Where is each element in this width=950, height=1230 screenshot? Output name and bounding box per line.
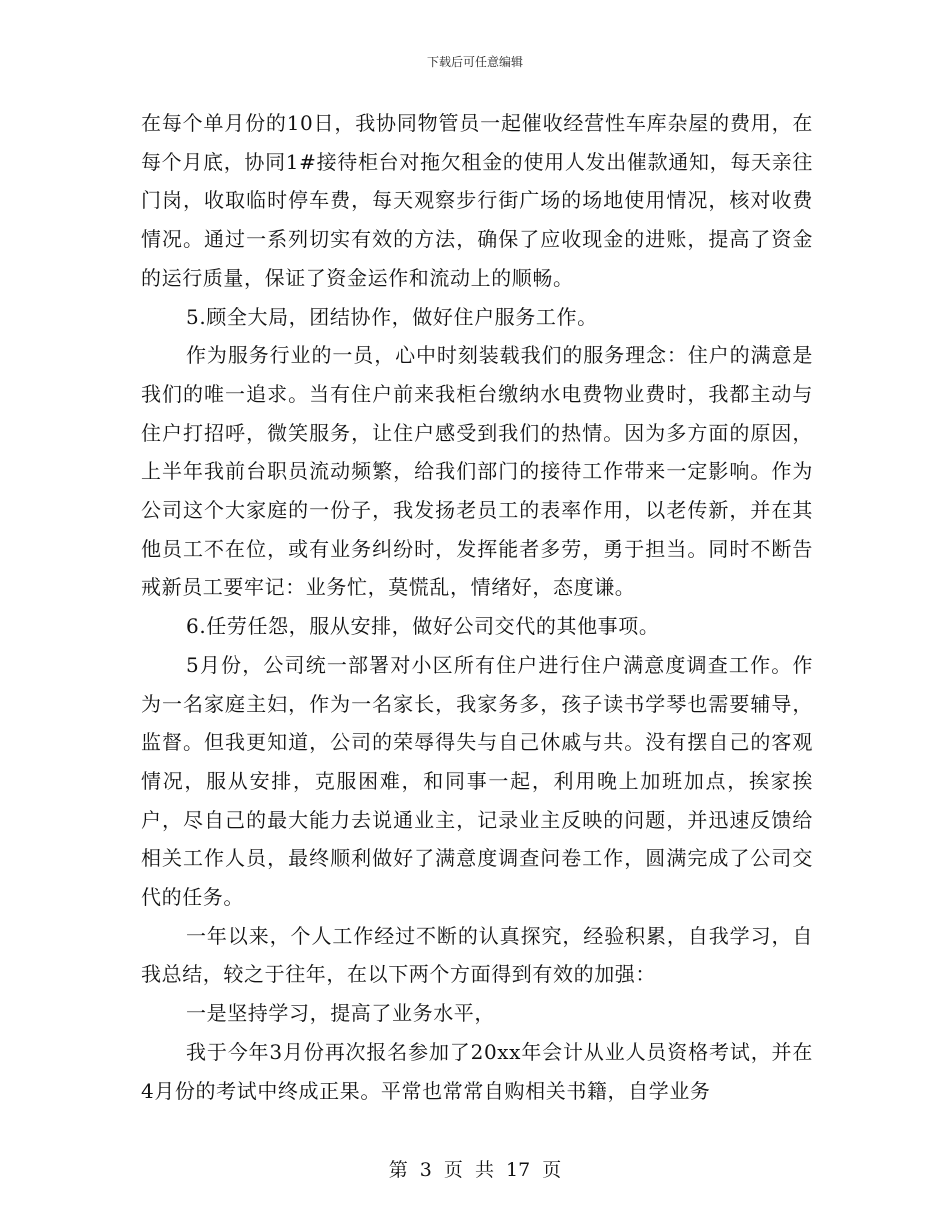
paragraph: 5月份，公司统一部署对小区所有住户进行住户满意度调查工作。作为一名家庭主妇，作为一名家长，我家务多，孩子读书学琴也需要辅导，监督。但我更知道，公司的荣辱得失与自己休戚与共。没有摆自己的客观情况，服从安排，克服困难，和同事一起，利用晚上加班加点，挨家挨户，尽自己的最大能力去说通业主，记录业主反映的问题，并迅速反馈给相关工作人员，最终顺利做好了满意度调查问卷工作，圆满完成了公司交代的任务。 (141, 652, 813, 910)
page-number-footer: 第 3 页 共 17 页 (388, 1159, 562, 1181)
page-header-note: 下载后可任意编辑 (426, 55, 523, 69)
subheading: 一是坚持学习，提高了业务水平， (186, 1001, 495, 1026)
paragraph: 一年以来，个人工作经过不断的认真探究，经验积累，自我学习，自我总结，较之于往年，在以下两个方面得到有效的加强： (141, 923, 813, 987)
document-body (141, 104, 813, 1110)
paragraph: 作为服务行业的一员，心中时刻装载我们的服务理念：住户的满意是我们的唯一追求。当有住户前来我柜台缴纳水电费物业费时，我都主动与住户打招呼，微笑服务，让住户感受到我们的热情。因为多方面的原因，上半年我前台职员流动频繁，给我们部门的接待工作带来一定影响。作为公司这个大家庭的一份子，我发扬老员工的表率作用，以老传新，并在其他员工不在位，或有业务纠纷时，发挥能者多劳，勇于担当。同时不断告戒新员工要牢记：业务忙，莫慌乱，情绪好，态度谦。 (141, 343, 813, 600)
paragraph: 我于今年3月份再次报名参加了20xx年会计从业人员资格考试，并在4月份的考试中终成正果。平常也常常自购相关书籍，自学业务 (141, 1039, 813, 1103)
paragraph: 在每个单月份的10日，我协同物管员一起催收经营性车库杂屋的费用，在每个月底，协同1#接待柜台对拖欠租金的使用人发出催款通知，每天亲往门岗，收取临时停车费，每天观察步行街广场的场地使用情况，核对收费情况。通过一系列切实有效的方法，确保了应收现金的进账，提高了资金的运行质量，保证了资金运作和流动上的顺畅。 (141, 111, 813, 290)
section-heading-6: 6.任劳任怨，服从安排，做好公司交代的其他事项。 (186, 614, 660, 639)
section-heading-5: 5.顾全大局，团结协作，做好住户服务工作。 (186, 304, 598, 329)
